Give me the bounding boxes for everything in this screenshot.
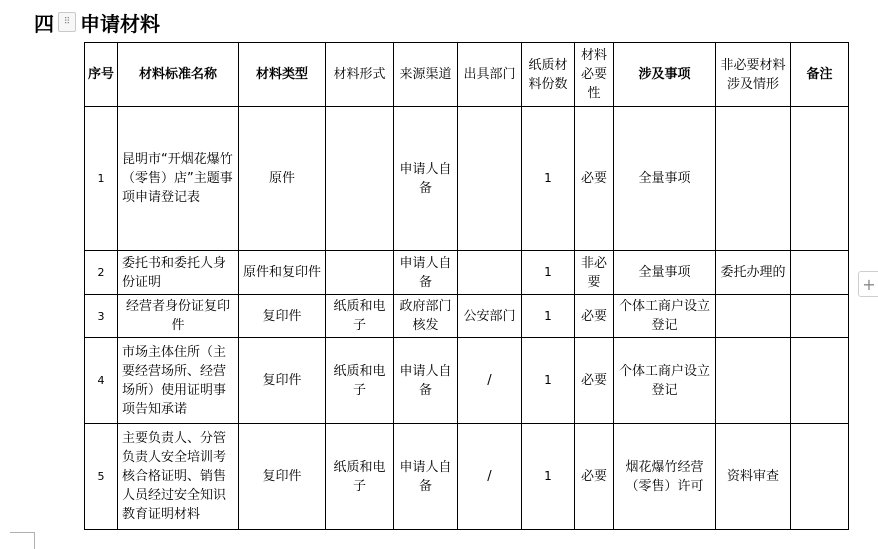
cell-material-form: 纸质和电子 [326,295,394,338]
cell-material-name: 市场主体住所（主要经营场所、经营场所）使用证明事项告知承诺 [118,338,239,424]
header-index: 序号 [85,43,118,107]
cell-material-name: 昆明市“开烟花爆竹（零售）店”主题事项申请登记表 [118,107,239,251]
cell-material-name: 委托书和委托人身份证明 [118,251,239,295]
cell-issuing-dept [458,251,522,295]
section-heading [34,8,160,36]
plus-icon[interactable]: + [858,271,878,297]
cell-paper-copies: 1 [522,251,575,295]
section-number: 四 [34,11,54,36]
cell-source: 申请人自备 [394,107,458,251]
cell-source: 申请人自备 [394,338,458,424]
cell-issuing-dept: / [458,338,522,424]
cell-material-type: 复印件 [239,295,326,338]
table-row [85,424,849,530]
cell-material-type: 原件 [239,107,326,251]
header-remarks: 备注 [791,43,849,107]
cell-optional-cases [716,295,791,338]
cell-material-form: 纸质和电子 [326,424,394,530]
header-issuing-dept: 出具部门 [458,43,522,107]
cell-material-name: 主要负责人、分管负责人安全培训考核合格证明、销售人员经过安全知识教育证明材料 [118,424,239,530]
cell-material-name: 经营者身份证复印件 [118,295,239,338]
cell-necessity: 必要 [575,295,614,338]
cell-remarks [791,251,849,295]
header-material-name: 材料标准名称 [118,43,239,107]
cell-issuing-dept [458,107,522,251]
cell-matters: 全量事项 [614,107,716,251]
cell-matters: 烟花爆竹经营（零售）许可 [614,424,716,530]
table-row [85,295,849,338]
cell-index: 2 [85,251,118,295]
cell-remarks [791,424,849,530]
drag-handle-icon[interactable]: ⠿ [58,12,76,32]
cell-paper-copies: 1 [522,424,575,530]
cell-source: 申请人自备 [394,251,458,295]
cell-matters: 个体工商户设立登记 [614,338,716,424]
cell-matters: 个体工商户设立登记 [614,295,716,338]
cell-necessity: 必要 [575,424,614,530]
cell-necessity: 必要 [575,107,614,251]
header-optional-cases: 非必要材料涉及情形 [716,43,791,107]
cell-matters: 全量事项 [614,251,716,295]
cell-source: 申请人自备 [394,424,458,530]
table-row [85,107,849,251]
header-paper-copies: 纸质材料份数 [522,43,575,107]
cell-remarks [791,338,849,424]
cell-necessity: 非必要 [575,251,614,295]
cell-optional-cases [716,107,791,251]
cell-material-form [326,251,394,295]
cell-material-type: 复印件 [239,338,326,424]
table-row [85,251,849,295]
header-matters: 涉及事项 [614,43,716,107]
cell-paper-copies: 1 [522,338,575,424]
cell-paper-copies: 1 [522,107,575,251]
header-material-form: 材料形式 [326,43,394,107]
table-row [85,338,849,424]
cell-paper-copies: 1 [522,295,575,338]
cell-material-form [326,107,394,251]
cell-material-form: 纸质和电子 [326,338,394,424]
header-source: 来源渠道 [394,43,458,107]
page-corner-mark [10,532,35,549]
cell-material-type: 原件和复印件 [239,251,326,295]
cell-remarks [791,295,849,338]
header-necessity: 材料必要性 [575,43,614,107]
header-material-type: 材料类型 [239,43,326,107]
cell-index: 1 [85,107,118,251]
cell-remarks [791,107,849,251]
cell-index: 5 [85,424,118,530]
cell-issuing-dept: 公安部门 [458,295,522,338]
header-row [85,43,849,107]
cell-index: 4 [85,338,118,424]
cell-optional-cases [716,338,791,424]
cell-material-type: 复印件 [239,424,326,530]
cell-source: 政府部门核发 [394,295,458,338]
materials-table [84,42,849,530]
cell-optional-cases: 委托办理的 [716,251,791,295]
cell-necessity: 必要 [575,338,614,424]
section-title: 申请材料 [80,11,160,36]
cell-optional-cases: 资料审查 [716,424,791,530]
cell-index: 3 [85,295,118,338]
cell-issuing-dept: / [458,424,522,530]
